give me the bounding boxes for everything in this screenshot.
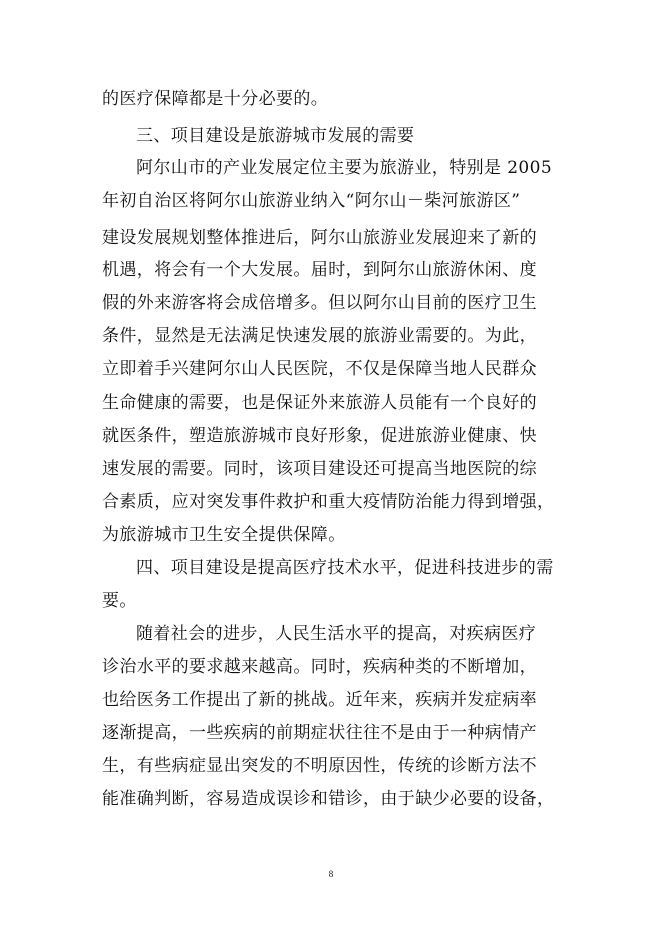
text-line: 阿尔山市的产业发展定位主要为旅游业，特别是 2005	[136, 158, 553, 178]
text-line: 的医疗保障都是十分必要的。	[102, 89, 329, 109]
section-heading: 四、项目建设是提高医疗技术水平，促进科技进步的需	[136, 558, 554, 578]
text-line: 就医条件，塑造旅游城市良好形象，促进旅游业健康、快	[102, 426, 537, 446]
section-heading: 三、项目建设是旅游城市发展的需要	[136, 126, 415, 146]
text-line: 立即着手兴建阿尔山人民医院，不仅是保障当地人民群众	[102, 359, 537, 379]
text-line: 为旅游城市卫生安全提供保障。	[102, 525, 346, 545]
text-line: 假的外来游客将会成倍增多。但以阿尔山目前的医疗卫生	[102, 293, 537, 313]
text-line: 随着社会的进步，人民生活水平的提高，对疾病医疗	[136, 624, 537, 644]
text-line: 建设发展规划整体推进后，阿尔山旅游业发展迎来了新的	[102, 228, 537, 248]
text-line: 能准确判断，容易造成误诊和错诊，由于缺少必要的设备，	[102, 789, 555, 809]
text-line: 条件，显然是无法满足快速发展的旅游业需要的。为此，	[102, 326, 537, 346]
text-line: 机遇，将会有一个大发展。届时，到阿尔山旅游休闲、度	[102, 260, 537, 280]
text-line: 速发展的需要。同时，该项目建设还可提高当地医院的综	[102, 459, 537, 479]
text-line: 生，有些病症显出突发的不明原因性，传统的诊断方法不	[102, 756, 537, 776]
text-line: 诊治水平的要求越来越高。同时，疾病种类的不断增加，	[102, 657, 537, 677]
page-number: 8	[328, 869, 334, 879]
text-line: 合素质，应对突发事件救护和重大疫情防治能力得到增强，	[102, 492, 555, 512]
text-line: 生命健康的需要，也是保证外来旅游人员能有一个良好的	[102, 393, 537, 413]
text-line: 逐渐提高，一些疾病的前期症状往往不是由于一种病情产	[102, 723, 537, 743]
text-line: 年初自治区将阿尔山旅游业纳入“阿尔山－柴河旅游区”	[102, 191, 521, 211]
text-line: 也给医务工作提出了新的挑战。近年来，疾病并发症病率	[102, 690, 537, 710]
section-heading-continuation: 要。	[102, 591, 137, 611]
